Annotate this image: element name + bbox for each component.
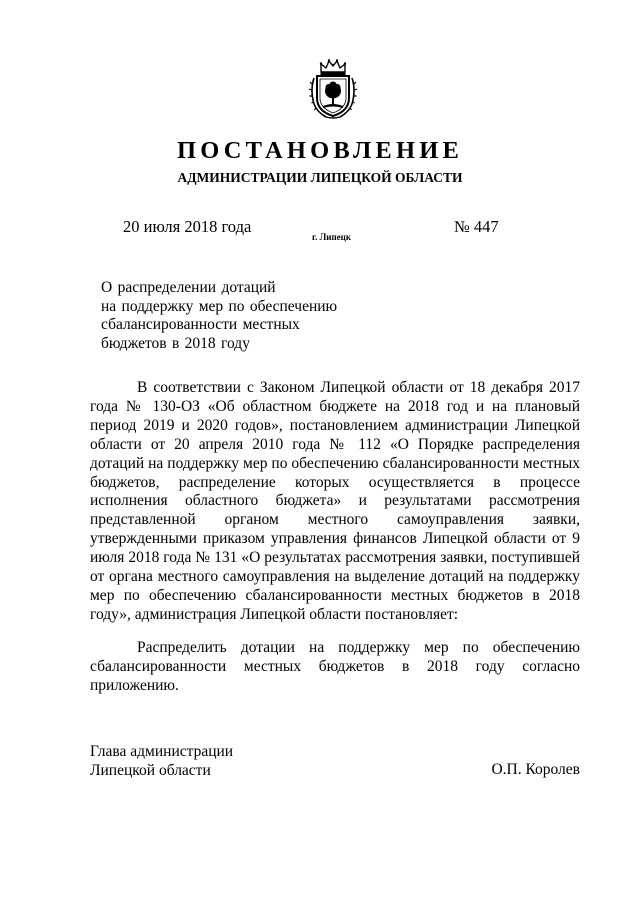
- document-city: г. Липецк: [312, 232, 352, 242]
- coat-of-arms-icon: [308, 58, 358, 120]
- subject-line: на поддержку мер по обеспечению: [101, 297, 338, 315]
- signatory-position-line: Липецкой области: [90, 761, 211, 779]
- body-paragraph-preamble: В соответствии с Законом Липецкой области от 18 декабря 2017 года № 130-ОЗ «Об областном бюджете на 2018 год и на плановый период 2019 и 2020 годов», постановлением администрации Липецкой области от 20 апреля 2010 года № 112 «О Порядке распределения дотаций на поддержку мер по обеспечению сбалансированности местных бюджетов, распределение которых осуществляется в процессе исполнения областного бюджета» и результатами рассмотрения представленной органом местного самоуправления заявки, утвержденными приказом управления финансов Липецкой области от 9 июля 2018 года № 131 «О результатах рассмотрения заявки, поступившей от органа местного самоуправления на выделение дотаций на поддержку мер по обеспечению сбалансированности местных бюджетов в 2018 году», администрация Липецкой области постановляет:: [90, 379, 580, 623]
- document-title: ПОСТАНОВЛЕНИЕ: [176, 137, 464, 164]
- subject-line: бюджетов в 2018 году: [101, 335, 250, 353]
- signatory-position: [90, 743, 233, 780]
- subject-line: О распределении дотаций: [101, 279, 276, 296]
- signatory-position-line: Глава администрации: [90, 743, 234, 760]
- signatory-name: О.П. Королев: [491, 761, 580, 778]
- document-subtitle: АДМИНИСТРАЦИИ ЛИПЕЦКОЙ ОБЛАСТИ: [177, 170, 463, 185]
- body-paragraph-resolution: Распределить дотации на поддержку мер по обеспечению сбалансированности местных бюджетов в 2018 году согласно приложению.: [90, 639, 580, 694]
- document-date: 20 июля 2018 года: [123, 217, 252, 236]
- subject-line: сбалансированности местных: [101, 316, 300, 334]
- document-number: № 447: [454, 217, 499, 236]
- document-subject: [101, 279, 337, 354]
